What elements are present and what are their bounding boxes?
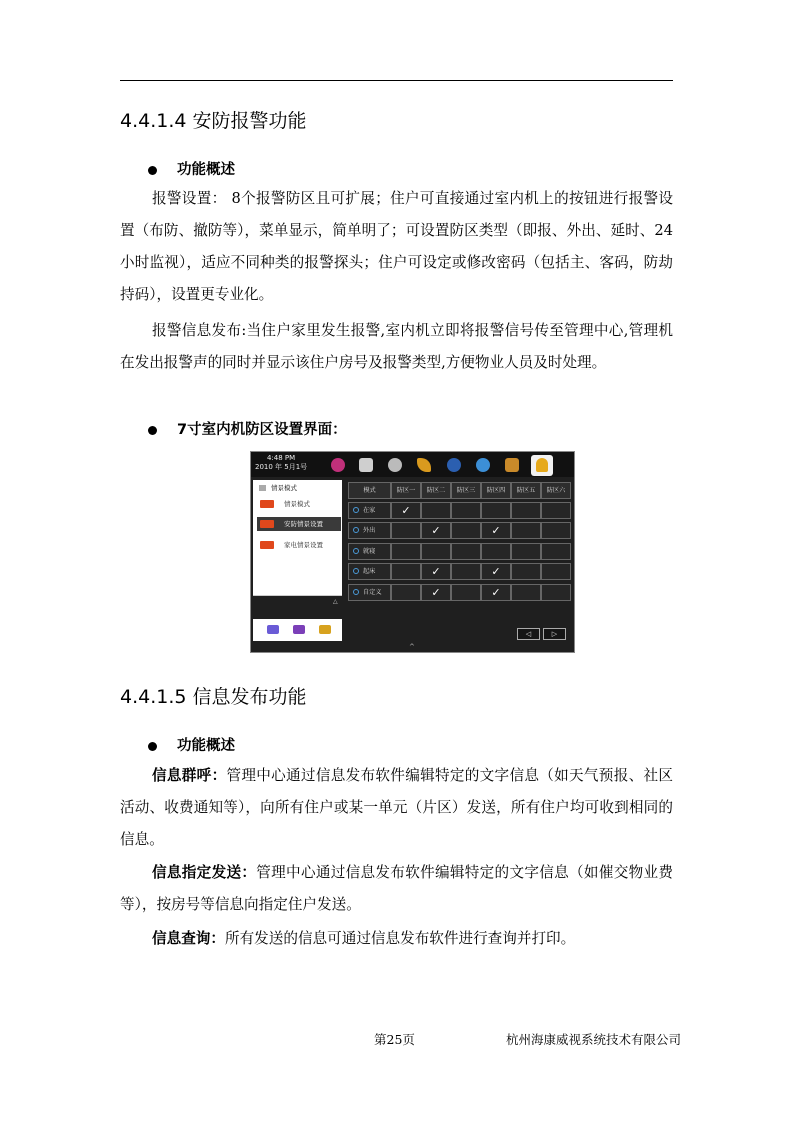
section-heading-4-4-1-5: 4.4.1.5 信息发布功能 — [120, 686, 307, 708]
radio-icon[interactable] — [353, 568, 359, 574]
mode-cell[interactable] — [348, 543, 391, 560]
paragraph-label: 信息查询： — [152, 930, 225, 947]
phone-icon[interactable] — [417, 458, 431, 472]
bullet-label: 功能概述 — [177, 162, 235, 178]
mode-label: 自定义 — [363, 589, 382, 596]
paragraph-label: 信息群呼： — [152, 767, 227, 784]
bullet-screen-title — [148, 418, 347, 439]
square-icon — [259, 485, 266, 491]
home-icon[interactable] — [359, 458, 373, 472]
menu-item-appliance-scene[interactable]: 家电情景设置 — [257, 538, 341, 552]
bell-icon — [536, 458, 548, 472]
zone-cell[interactable] — [451, 502, 481, 519]
zone-cell[interactable] — [511, 584, 541, 601]
zone-cell[interactable] — [481, 543, 511, 560]
check-icon: ✓ — [431, 565, 441, 578]
mode-cell[interactable] — [348, 584, 391, 601]
divider — [253, 595, 342, 596]
mode-label: 就寝 — [363, 548, 376, 555]
page-number: 第25页 — [374, 1032, 415, 1047]
camera-icon[interactable] — [447, 458, 461, 472]
zone-cell[interactable] — [541, 563, 571, 580]
paragraph-text: 管理中心通过信息发布软件编辑特定的文字信息（如催交物业费等），按房号等信息向指定住户发送。 — [120, 864, 673, 913]
zone-grid-header-cell: 防区五 — [511, 482, 541, 499]
zone-cell[interactable] — [421, 563, 451, 580]
mode-cell[interactable] — [348, 502, 391, 519]
fruit-icon[interactable] — [331, 458, 345, 472]
bullet-overview-2 — [148, 734, 235, 755]
bullet-dot-icon — [148, 742, 157, 751]
bullet-label: 功能概述 — [177, 738, 235, 754]
clock — [255, 454, 307, 472]
paragraph-targeted-send — [120, 857, 673, 921]
scroll-up-icon[interactable]: △ — [333, 598, 338, 605]
zone-grid-header-cell: 防区四 — [481, 482, 511, 499]
radio-icon[interactable] — [353, 589, 359, 595]
zone-cell[interactable] — [421, 522, 451, 539]
zone-cell[interactable] — [511, 502, 541, 519]
header-rule — [120, 80, 673, 81]
radio-icon[interactable] — [353, 527, 359, 533]
tools-icon[interactable] — [505, 458, 519, 472]
paragraph-alarm-publish — [120, 315, 673, 379]
clock-date: 2010 年 5月1号 — [255, 463, 308, 471]
check-icon: ✓ — [491, 565, 501, 578]
up-arrow-icon[interactable] — [267, 625, 279, 634]
paragraph-query — [120, 923, 673, 955]
zone-cell[interactable] — [451, 522, 481, 539]
paragraph-text: 报警信息发布:当住户家里发生报警,室内机立即将报警信号传至管理中心,管理机在发出报警声的同时并显示该住户房号及报警类型,方便物业人员及时处理。 — [120, 322, 673, 371]
next-page-button[interactable]: ▷ — [543, 628, 566, 640]
zone-cell[interactable] — [391, 502, 421, 519]
gear-icon[interactable] — [388, 458, 402, 472]
zone-cell[interactable] — [541, 522, 571, 539]
zone-cell[interactable] — [391, 584, 421, 601]
mode-cell[interactable] — [348, 563, 391, 580]
mode-cell[interactable] — [348, 522, 391, 539]
check-icon: ✓ — [401, 504, 411, 517]
home-exit-icon[interactable] — [319, 625, 331, 634]
down-arrow-icon[interactable] — [293, 625, 305, 634]
security-tab[interactable] — [531, 455, 553, 476]
zone-grid-header-cell: 防区一 — [391, 482, 421, 499]
bullet-overview-1 — [148, 158, 235, 179]
zone-grid-header-cell: 模式 — [348, 482, 391, 499]
zone-grid-header-cell: 防区六 — [541, 482, 571, 499]
zone-cell[interactable] — [481, 502, 511, 519]
zone-cell[interactable] — [481, 563, 511, 580]
zone-cell[interactable] — [541, 543, 571, 560]
zone-cell[interactable] — [451, 543, 481, 560]
zone-cell[interactable] — [511, 543, 541, 560]
company-name: 杭州海康威视系统技术有限公司 — [506, 1032, 682, 1047]
radio-icon[interactable] — [353, 507, 359, 513]
zone-cell[interactable] — [421, 584, 451, 601]
paragraph-group-call — [120, 760, 673, 856]
zone-cell[interactable] — [391, 563, 421, 580]
bullet-dot-icon — [148, 426, 157, 435]
bullet-dot-icon — [148, 166, 157, 175]
menu-toolbar — [253, 619, 342, 641]
menu-item-security-scene[interactable]: 安防情景设置 — [257, 517, 341, 531]
globe-icon[interactable] — [476, 458, 490, 472]
zone-cell[interactable] — [421, 502, 451, 519]
security-icon — [260, 520, 274, 528]
zone-cell[interactable] — [541, 584, 571, 601]
zone-cell[interactable] — [421, 543, 451, 560]
check-icon: ✓ — [491, 586, 501, 599]
check-icon: ✓ — [491, 524, 501, 537]
paragraph-label: 信息指定发送： — [152, 864, 257, 881]
scene-menu-header: 情景模式 — [253, 482, 342, 494]
menu-item-scene-mode[interactable]: 情景模式 — [257, 497, 341, 511]
section-heading-4-4-1-4: 4.4.1.4 安防报警功能 — [120, 110, 307, 132]
mode-label: 起床 — [363, 568, 376, 575]
zone-cell[interactable] — [511, 522, 541, 539]
zone-cell[interactable] — [541, 502, 571, 519]
zone-grid-header-cell: 防区三 — [451, 482, 481, 499]
appliance-icon — [260, 541, 274, 549]
mode-label: 在家 — [363, 507, 376, 514]
paragraph-text: 报警设置： 8个报警防区且可扩展；住户可直接通过室内机上的按钮进行报警设置（布防、撤防等），菜单显示，简单明了；可设置防区类型（即报、外出、延时、24小时监视），适应不同种类的报警探头；住户可设定或修改密码（包括主、客码，防劫持码），设置更专业化。 — [120, 190, 673, 303]
zone-cell[interactable] — [451, 584, 481, 601]
status-bar — [251, 452, 574, 477]
radio-icon[interactable] — [353, 548, 359, 554]
zone-cell[interactable] — [451, 563, 481, 580]
paragraph-text: 管理中心通过信息发布软件编辑特定的文字信息（如天气预报、社区活动、收费通知等），向所有住户或某一单元（片区）发送，所有住户均可收到相同的信息。 — [120, 767, 673, 848]
zone-cell[interactable] — [511, 563, 541, 580]
chevron-up-icon[interactable]: ^ — [409, 643, 415, 651]
zone-cell[interactable] — [481, 522, 511, 539]
clock-time: 4:48 PM — [266, 454, 296, 462]
paragraph-alarm-settings — [120, 183, 673, 311]
zone-cell[interactable] — [481, 584, 511, 601]
zone-grid-header-cell: 防区二 — [421, 482, 451, 499]
mode-label: 外出 — [363, 527, 376, 534]
bullet-label: 7寸室内机防区设置界面： — [177, 422, 347, 438]
zone-cell[interactable] — [391, 543, 421, 560]
scene-icon — [260, 500, 274, 508]
prev-page-button[interactable]: ◁ — [517, 628, 540, 640]
paragraph-text: 所有发送的信息可通过信息发布软件进行查询并打印。 — [224, 930, 576, 947]
check-icon: ✓ — [431, 524, 441, 537]
check-icon: ✓ — [431, 586, 441, 599]
zone-cell[interactable] — [391, 522, 421, 539]
scene-menu — [253, 480, 342, 596]
indoor-unit-screenshot — [250, 451, 575, 653]
